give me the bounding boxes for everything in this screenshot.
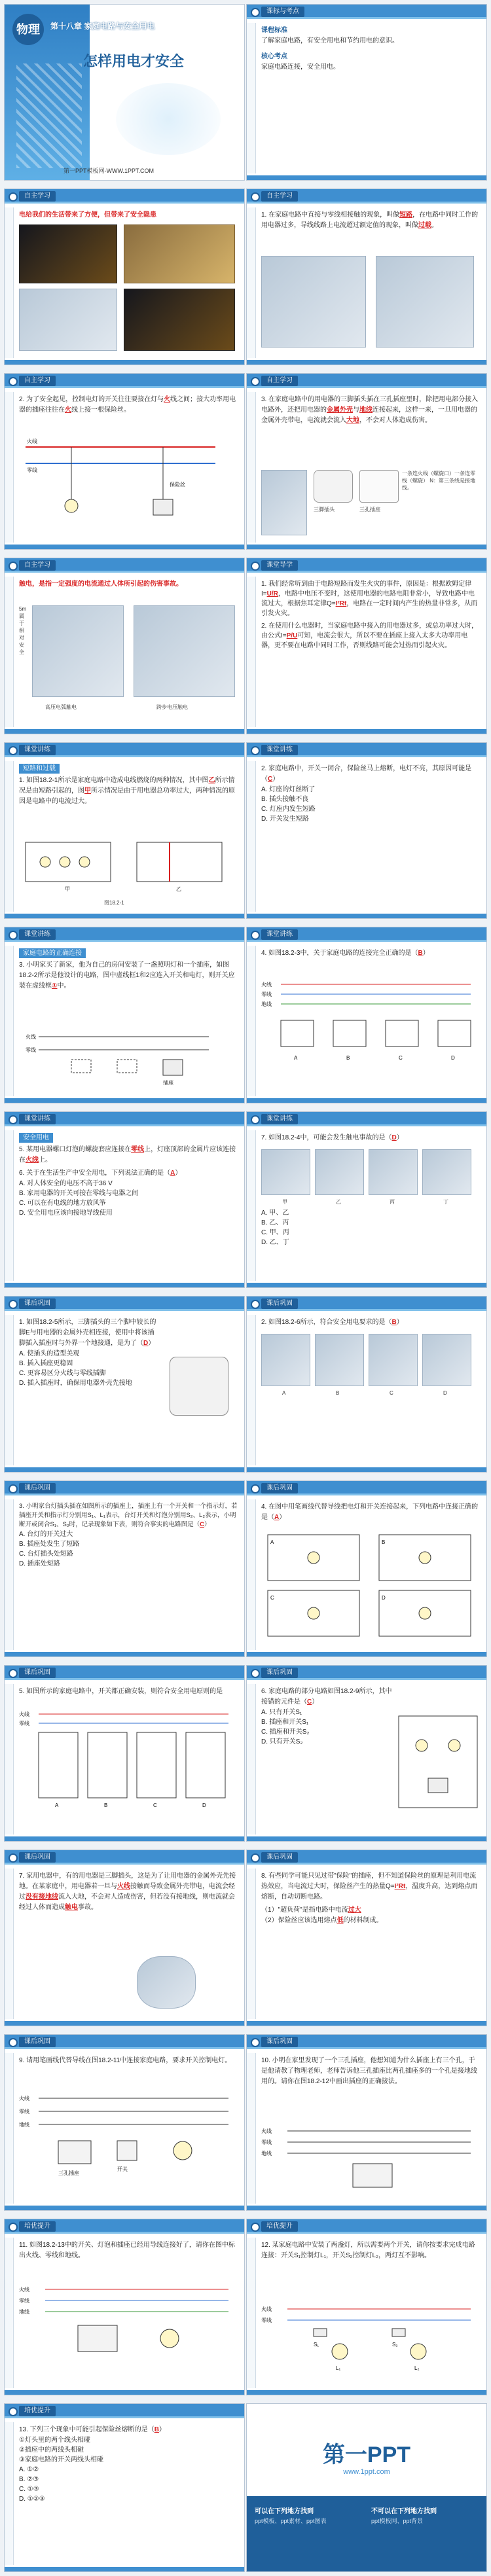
- heading-standard: 课程标准: [261, 27, 287, 34]
- section-tag: 自主学习: [261, 191, 298, 202]
- slide-review-7: [4, 1850, 245, 2026]
- two-lamp-circuit: [261, 2299, 477, 2384]
- label-live: 火线: [261, 982, 272, 988]
- option-c: C. 台灯插头处短路: [19, 1550, 73, 1558]
- option-c: C. 更容易区分火线与零线插脚: [19, 1370, 106, 1377]
- answer: 火线: [117, 1883, 130, 1890]
- slide-advanced-1: [4, 2219, 245, 2395]
- brand-url: www.1ppt.com: [343, 2468, 390, 2476]
- label-live: 火线: [26, 1034, 36, 1040]
- section-tag: 课堂讲练: [19, 1114, 56, 1124]
- answer: B: [154, 2426, 159, 2433]
- fire-photo-1: [19, 224, 117, 283]
- section-tag: 课堂讲练: [19, 929, 56, 940]
- slide-review-2: [246, 1296, 487, 1473]
- sub-question-2: （2）保险丝应该选用熔点低的材料制成。: [261, 1917, 383, 1924]
- section-tag: 课后巩固: [19, 1298, 56, 1309]
- option-d: D. 安全用电应该向接地导线使用: [19, 1209, 113, 1217]
- label-socket: 插座: [163, 1080, 173, 1086]
- figure-18-2-11: [19, 2088, 235, 2187]
- slide-self-study-1: [4, 188, 245, 365]
- option-d: D. ①②③: [19, 2496, 45, 2503]
- slide-practice-1: [4, 742, 245, 919]
- label-neutral: 零线: [26, 1047, 36, 1053]
- option-a: A. 使插头的造型美观: [19, 1350, 80, 1357]
- label-l2: L₂: [414, 2365, 420, 2371]
- option-c: C. 插座和开关S₂: [261, 1728, 310, 1736]
- option-b: B. ②③: [19, 2476, 39, 2483]
- answer: 地线: [359, 406, 373, 414]
- fig-caption: 图18.2-1: [104, 900, 124, 906]
- slide-self-study-3: [4, 373, 245, 550]
- label-d: D: [382, 1595, 386, 1601]
- heading-core: 核心考点: [261, 53, 287, 60]
- option-b: B. 乙、丙: [261, 1219, 289, 1226]
- figure-18-2-3: [261, 975, 477, 1073]
- option-a: A. 灯座的灯丝断了: [261, 786, 316, 793]
- option-d: D. 插入插座时，确保用电器外壳先接地: [19, 1380, 132, 1387]
- label-ground: 地线: [19, 2309, 29, 2315]
- answer: 火线: [26, 1156, 39, 1164]
- answer: 没有接地线: [26, 1893, 58, 1901]
- question-8: 8. 有些同学可能只见过带"保险"的插座，但不知道保险丝的原理是利用电流热效应，当电流过大时，保险丝产生的热量Q=I²Rt，温度升高，达到熔点而熔断，自动切断电路。: [261, 1872, 478, 1901]
- step-voltage-illustration: [134, 605, 235, 697]
- option-d: D. 只有开关S₂: [261, 1738, 303, 1745]
- room-illustration: [376, 256, 474, 348]
- section-tag: 课后巩固: [261, 1298, 298, 1309]
- answer: D: [391, 1134, 397, 1141]
- slide-standards: [246, 4, 487, 181]
- footer-col1-text[interactable]: ppt模板、ppt素材、ppt图表: [255, 2518, 327, 2524]
- option-b: B. 插座和开关S₁: [261, 1719, 309, 1726]
- figure-18-2-12: [261, 2121, 477, 2193]
- label-c: C: [399, 1055, 403, 1061]
- label-b: B: [382, 1539, 386, 1545]
- label-a: A: [270, 1539, 274, 1545]
- label-live: 火线: [261, 2306, 272, 2312]
- label-a: A: [282, 1390, 286, 1396]
- label-b: B: [104, 1802, 108, 1808]
- label-neutral: 零线: [19, 2109, 29, 2115]
- section-tag: 培优提升: [19, 2406, 56, 2416]
- label-live: 火线: [19, 1711, 29, 1717]
- label-neutral: 零线: [261, 992, 272, 997]
- label-switch: 开关: [117, 2166, 128, 2172]
- side-note: 5m属于相对安全: [19, 606, 27, 655]
- scene-3: [369, 1149, 418, 1195]
- footer-col1-title: 可以在下列地方找到: [255, 2508, 314, 2515]
- question-1: 1. 如图18.2-5所示，三脚插头的三个脚中较长的脚E与用电器的金属外壳相连接，使用中将该插脚插入插座时与外界一个地接通，是为了（D）: [19, 1319, 156, 1347]
- circuit-options: [19, 1706, 235, 1811]
- answer: C: [268, 776, 273, 783]
- answer: 火: [65, 406, 71, 414]
- label-l1: L₁: [336, 2365, 341, 2371]
- section-tag: 课堂讲练: [261, 1114, 298, 1124]
- note: 一条连火线（螺旋口）一条连零线（螺旋） N：第三条线是接地线。: [402, 471, 475, 491]
- scene-b: [315, 1334, 364, 1386]
- figure-18-2-1: [19, 836, 228, 895]
- slide-guide: [246, 558, 487, 734]
- section-tag: 自主学习: [261, 376, 298, 386]
- answer: I²Rt: [335, 600, 347, 607]
- figure-18-2-9: [395, 1713, 481, 1811]
- answer: I²Rt: [394, 1883, 406, 1890]
- slide-practice-6: [246, 1111, 487, 1288]
- scene-c: [369, 1334, 418, 1386]
- slide-advanced-2: [246, 2219, 487, 2395]
- answer: 甲: [84, 787, 91, 795]
- footer-col2-title: 不可以在下列地方找到: [371, 2508, 437, 2515]
- answer: B: [418, 950, 423, 957]
- section-tag: 培优提升: [19, 2221, 56, 2232]
- slide-self-study-4: [246, 373, 487, 550]
- question-7: 7. 家用电器中，有的用电器是三脚插头，这是为了让用电器的金属外壳先接地。在某家庭中，用电器若一旦与火线接触而导致金属外壳带电，电流会经过没有接地线流入大地，不会对人造成伤害，但若没有接地线，则电流就会经过人体而造成触电事故。: [19, 1872, 236, 1911]
- answer: 过载: [418, 222, 431, 229]
- decor-pattern: [16, 63, 82, 168]
- question-1: 1. 在家庭电路中直接与零线相接触的现象，叫做短路，在电路中同时工作的用电器过多，导线线路上电流超过额定值的现象，叫做过载。: [261, 211, 479, 229]
- label-neutral: 零线: [19, 2298, 29, 2304]
- question-12: 12. 某家庭电路中安装了两盏灯，所以需要两个开关，请你按要求完成电路连接：开关S₁控制灯L₁，开关S₂控制灯L₂，两灯互不影响。: [261, 2242, 475, 2259]
- section-tag: 自主学习: [19, 376, 56, 386]
- section-tag: 课堂讲练: [19, 745, 56, 755]
- answer: A: [170, 1170, 175, 1177]
- label-ground: 地线: [19, 2122, 29, 2128]
- socket-icon: [359, 470, 399, 503]
- label-s1: S₁: [314, 2342, 319, 2348]
- answer: D: [143, 1340, 149, 1347]
- answer: 乙: [208, 777, 215, 784]
- answer: ①: [52, 982, 58, 990]
- section-tag: 课后巩固: [19, 1668, 56, 1678]
- question-9: 9. 请用笔画线代替导线在图18.2-11中连接家庭电路，要求开关控制电灯。: [19, 2057, 232, 2064]
- option-a: A. 只有开关S₁: [261, 1709, 302, 1716]
- slide-review-5: [4, 1665, 245, 1842]
- slide-practice-3: [4, 927, 245, 1103]
- caption-socket: 三孔插座: [359, 507, 380, 512]
- option-d: D. 乙、丁: [261, 1239, 289, 1246]
- question-3: 3. 小明家买了新家，他为自己的房间安装了一盏照明灯和一个插座，如图18.2-2所示是他设计的电路，图中虚线框1和2应连入开关和电灯，则开关应装在虚线框①中。: [19, 961, 235, 990]
- option-c: C. 可以在有电线的地方放风筝: [19, 1200, 106, 1207]
- slide-review-10: [246, 2034, 487, 2211]
- subject-badge: 物理: [12, 14, 44, 45]
- figure-18-2-2: [26, 1027, 222, 1089]
- label-live: 火线: [27, 438, 37, 444]
- scene-1: [261, 1149, 310, 1195]
- label-fuse: 保险丝: [170, 482, 185, 488]
- answer: 金属外壳: [327, 406, 353, 414]
- slide-advanced-3: [4, 2403, 245, 2572]
- label-neutral: 零线: [261, 2139, 272, 2145]
- slide-self-study-5: [4, 558, 245, 734]
- question-7: 7. 如图18.2-4中，可能会发生触电事故的是（D）: [261, 1134, 403, 1141]
- cover-slide: [4, 4, 245, 181]
- option-b: B. 插入插座更稳固: [19, 1360, 73, 1367]
- label-c: C: [390, 1390, 393, 1396]
- question-2: 2. 家庭电路中，开关一闭合，保险丝马上熔断，电灯不亮，其原因可能是（C）: [261, 765, 472, 783]
- question-10: 10. 小明在家里发现了一个三孔插座，他想知道为什么插座上有三个孔，于是他请教了物理老师，老师告诉他三孔插座比两孔插座多的一个孔是接地线用的。请你在图18.2-12中画出插座的正确接法。: [261, 2057, 477, 2085]
- section-tag: 培优提升: [261, 2221, 298, 2232]
- section-tag: 课后巩固: [261, 1852, 298, 1863]
- label-b: 乙: [176, 886, 181, 892]
- label-live: 火线: [19, 2096, 29, 2102]
- section-tag: 课后巩固: [261, 1483, 298, 1494]
- section-tag: 课堂讲练: [261, 745, 298, 755]
- definition: 触电，是指一定强度的电流通过人体所引起的伤害事故。: [19, 581, 183, 588]
- option-b: B. 插头接触不良: [261, 796, 309, 803]
- option-d: D. 插座处短路: [19, 1560, 60, 1567]
- question-4: 4. 在图中用笔画线代替导线把电灯和开关连接起来，下列电路中连接正确的是（A）: [261, 1503, 479, 1521]
- option-c: C. ①③: [19, 2486, 39, 2493]
- arc-illustration: [32, 605, 124, 697]
- slide-review-6: [246, 1665, 487, 1842]
- question-1: 1. 我们经常听到由于电路短路而发生火灾的事件，原因是：根据欧姆定律I=U/R，电路中电压不变时，这使用电器的电路电阻非常小，导致电路中电流过大，根据焦耳定律Q=I²Rt，电路在一定时间内产生的热量非常多，从而引发火灾。: [261, 581, 478, 617]
- option-c: C. 灯座内发生短路: [261, 806, 316, 813]
- question-2: 2. 为了安全起见，控制电灯的开关往往要接在灯与火线之间；接大功率用电器的插座往往在火线上接一根保险丝。: [19, 396, 236, 414]
- label-live: 火线: [261, 2128, 272, 2134]
- answer: P/U: [286, 632, 298, 639]
- answer: 过大: [348, 1906, 361, 1914]
- plug-icon: [314, 470, 353, 503]
- answer: C: [200, 1521, 204, 1528]
- question-11: 11. 如图18.2-13中的开关、灯泡和插座已经用导线连接好了，请你在图中标出火线、零线和地线。: [19, 2242, 235, 2259]
- label-d: D: [202, 1802, 206, 1808]
- footer-col2-text[interactable]: ppt模板网、ppt背景: [371, 2518, 424, 2524]
- option-a: A. 台灯的开关过大: [19, 1531, 73, 1538]
- option-c: C. 甲、丙: [261, 1229, 289, 1236]
- decor-bulb: [116, 83, 221, 155]
- answer: 零线: [131, 1146, 145, 1153]
- question-5: 5. 如图所示的家庭电路中，开关都正确安装，则符合安全用电原则的是: [19, 1688, 223, 1695]
- section-tag: 课后巩固: [19, 1852, 56, 1863]
- circuit-diagram: [19, 434, 228, 532]
- label-d: D: [443, 1390, 447, 1396]
- item-2: ②插座中的两线头相碰: [19, 2446, 84, 2454]
- section-tag: 课堂导学: [261, 560, 298, 571]
- answer: 低: [336, 1917, 344, 1924]
- option-d: D. 开关发生短路: [261, 815, 309, 823]
- slide-review-1: [4, 1296, 245, 1473]
- slide-review-9: [4, 2034, 245, 2211]
- plug-figure: [170, 1357, 228, 1416]
- label-b: B: [336, 1390, 340, 1396]
- label-bing: 丙: [390, 1199, 395, 1205]
- label-a: A: [294, 1055, 298, 1061]
- question-2: 2. 如图18.2-6所示，符合安全用电要求的是（B）: [261, 1319, 403, 1326]
- scene-2: [315, 1149, 364, 1195]
- shock-illustration: [137, 1956, 196, 2009]
- question-6: 6. 关于在生活生产中安全用电，下列说法正确的是（A）: [19, 1170, 182, 1177]
- question-13: 13. 下列三个现象中可能引起保险丝熔断的是（B）: [19, 2426, 166, 2433]
- chapter-title: 第十八章 家庭电路与安全用电: [50, 22, 155, 31]
- answer: 短路: [399, 211, 413, 219]
- label-neutral: 零线: [19, 1721, 29, 1726]
- slide-self-study-2: [246, 188, 487, 365]
- question-3: 3. 在家庭电路中的用电器的三脚插头插在三孔插座里时，除把用电部分接入电路外，还把用电器的金属外壳与地线连接起来，这样一来，一旦用电器的金属外壳带电，电流就会流入大地，不会对人体造成伤害。: [261, 396, 479, 424]
- label-c: C: [153, 1802, 157, 1808]
- slide-practice-2: [246, 742, 487, 919]
- scene-d: [422, 1334, 471, 1386]
- fire-photo-2: [124, 224, 235, 283]
- label-jia: 甲: [282, 1199, 287, 1205]
- subsection: 家庭电路的正确连接: [19, 948, 86, 958]
- section-tag: 课后巩固: [261, 2037, 298, 2047]
- caption-step: 跨步电压触电: [156, 704, 188, 710]
- answer: 触电: [65, 1904, 78, 1911]
- scene-4: [422, 1149, 471, 1195]
- label-neutral: 零线: [27, 467, 37, 473]
- answer: 火: [164, 396, 171, 403]
- slide-review-4: [246, 1480, 487, 1657]
- section-tag: 课标与考点: [261, 7, 304, 17]
- answer: 大地: [346, 417, 359, 424]
- circuit-options: [261, 1528, 477, 1639]
- burning-photo: [124, 289, 235, 351]
- subsection: 安全用电: [19, 1133, 53, 1143]
- answer: U/R: [266, 590, 278, 598]
- caption-plug: 三脚插头: [314, 507, 335, 512]
- section-tag: 自主学习: [19, 560, 56, 571]
- section-tag: 课后巩固: [19, 2037, 56, 2047]
- section-tag: 课后巩固: [261, 1668, 298, 1678]
- text-standard: 了解家庭电路，有安全用电和节约用电的意识。: [261, 37, 399, 45]
- cartoon-illustration: [261, 256, 366, 348]
- slide-practice-5: [4, 1111, 245, 1288]
- question-3: 3. 小明家台灯插头插在如图所示的插座上，插座上有一个开关和一个指示灯，若插座开关和指示灯分别用S₁、L₁表示，台灯开关和灯泡分别用S₂、L₂表示，小明断开或闭合S₁、S₂时，记录现象如下表，则符合事实的电路图是（C）: [19, 1503, 238, 1528]
- label-ground: 地线: [261, 1001, 272, 1007]
- option-a: A. 甲、乙: [261, 1209, 289, 1217]
- label-socket: 三孔插座: [58, 2170, 79, 2176]
- label-ding: 丁: [443, 1199, 448, 1205]
- question-6: 6. 家庭电路的部分电路如图18.2-9所示，其中接错的元件是（C）: [261, 1688, 392, 1706]
- fridge-illustration: [261, 470, 307, 535]
- text-core: 家庭电路连接，安全用电。: [261, 63, 340, 71]
- site-credit: 第一PPT模板网-WWW.1PPT.COM: [64, 168, 154, 174]
- caption: 电给我们的生活带来了方便，但带来了安全隐患: [19, 211, 156, 219]
- label-c: C: [270, 1595, 274, 1601]
- question-5: 5. 某用电器螺口灯泡的螺旋套应连接在零线上，灯座顶部的金属片应该连接在火线上。: [19, 1146, 236, 1164]
- question-4: 4. 如图18.2-3中，关于家庭电路的连接完全正确的是（B）: [261, 950, 429, 957]
- subsection: 短路和过载: [19, 764, 60, 774]
- item-1: ①灯头里的两个线头相碰: [19, 2437, 90, 2444]
- option-b: B. 插座处发生了短路: [19, 1541, 80, 1548]
- answer: C: [307, 1698, 312, 1706]
- section-tag: 课堂讲练: [261, 929, 298, 940]
- item-3: ③家庭电路的开关两线头相碰: [19, 2456, 103, 2463]
- scene-a: [261, 1334, 310, 1386]
- slide-review-3: [4, 1480, 245, 1657]
- question-2: 2. 在使用什么电器时，当家庭电路中接入的用电器过多，或总功率过大时，由公式I=P/U可知，电流会很大，所以不要在插座上接入太多大功率用电器，更不要在电路中同时工作，否则线路可能会过热而引起火灾。: [261, 622, 479, 649]
- sub-question-1: （1）"超负荷"是指电路中电流过大: [261, 1906, 361, 1914]
- brand-slide: [246, 2403, 487, 2572]
- label-a: A: [55, 1802, 59, 1808]
- option-a: A. 对人体安全的电压不高于36 V: [19, 1180, 113, 1187]
- answer: A: [274, 1514, 280, 1521]
- label-a: 甲: [65, 886, 70, 892]
- section-tag: 课后巩固: [19, 1483, 56, 1494]
- label-s2: S₂: [392, 2342, 398, 2348]
- label-d: D: [451, 1055, 455, 1061]
- section-tag: 自主学习: [19, 191, 56, 202]
- slide-review-8: [246, 1850, 487, 2026]
- answer: B: [391, 1319, 397, 1326]
- page-title: 怎样用电才安全: [83, 53, 185, 69]
- option-b: B. 家用电器的开关可接在零线与电器之间: [19, 1190, 139, 1197]
- option-a: A. ①②: [19, 2466, 39, 2473]
- label-live: 火线: [19, 2287, 29, 2293]
- label-neutral: 零线: [261, 2317, 272, 2323]
- slide-practice-4: [246, 927, 487, 1103]
- label-b: B: [346, 1055, 350, 1061]
- brand-logo: 第一PPT: [322, 2442, 411, 2467]
- question-1: 1. 如图18.2-1所示是家庭电路中造成电线燃烧的两种情况，其中图乙所示情况是由短路引起的，图甲所示情况是由于用电器总功率过大，两种情况的原因是电路中的电流过大。: [19, 777, 235, 805]
- label-ground: 地线: [261, 2151, 272, 2156]
- figure-18-2-13: [19, 2280, 235, 2371]
- caption-arc: 高压电弧触电: [45, 704, 77, 710]
- sparks-photo: [19, 289, 117, 351]
- label-yi: 乙: [336, 1199, 341, 1205]
